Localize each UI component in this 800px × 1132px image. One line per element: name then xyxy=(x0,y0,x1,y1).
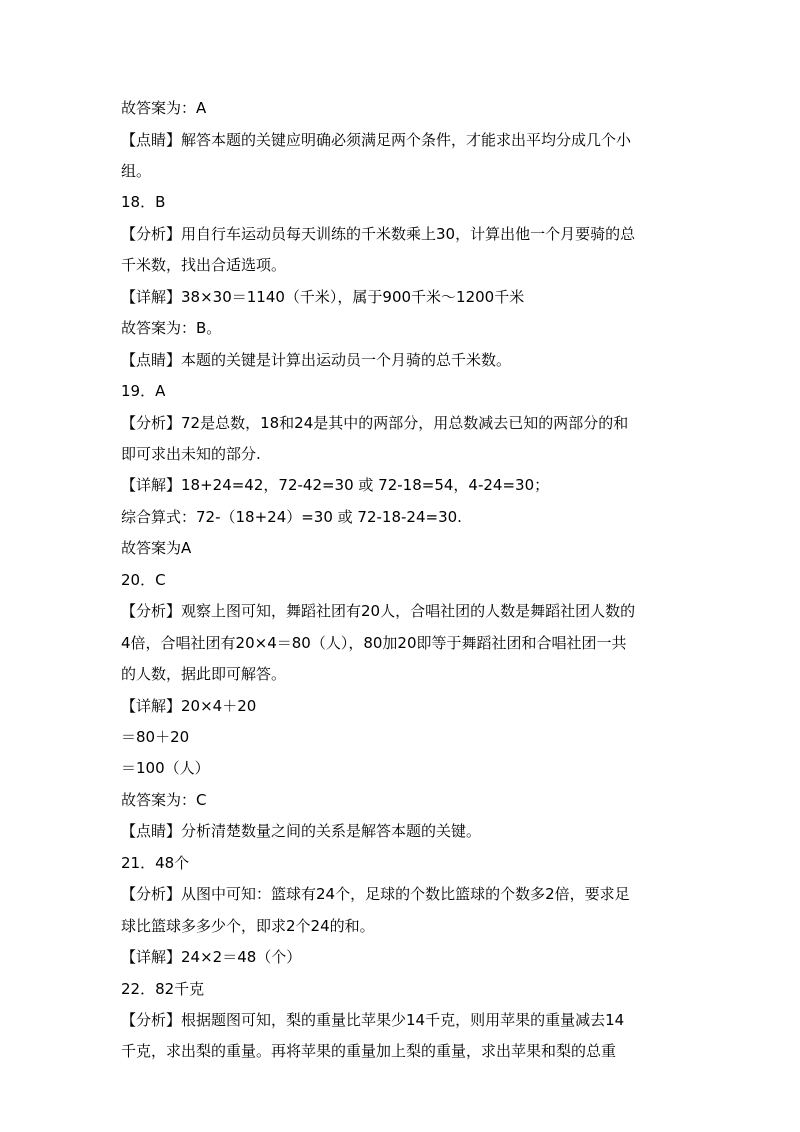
text-line: 综合算式：72-（18+24）=30 或 72-18-24=30. xyxy=(121,508,462,526)
text-line: 【详解】24×2＝48（个） xyxy=(121,948,302,966)
text-line: 【分析】根据题图可知，梨的重量比苹果少14千克，则用苹果的重量减去14 xyxy=(121,1011,625,1029)
text-line: 的人数，据此即可解答。 xyxy=(121,665,287,683)
text-line: 千克，求出梨的重量。再将苹果的重量加上梨的重量，求出苹果和梨的总重 xyxy=(121,1042,617,1060)
text-line: 【分析】观察上图可知，舞蹈社团有20人，合唱社团的人数是舞蹈社团人数的 xyxy=(121,602,636,620)
text-line: 19．A xyxy=(121,382,166,400)
text-line: 【详解】20×4＋20 xyxy=(121,697,257,715)
text-line: 4倍，合唱社团有20×4＝80（人），80加20即等于舞蹈社团和合唱社团一共 xyxy=(121,634,627,652)
text-line: 21．48个 xyxy=(121,854,190,872)
text-line: 【点睛】解答本题的关键应明确必须满足两个条件，才能求出平均分成几个小 xyxy=(121,131,632,149)
text-line: 20．C xyxy=(121,571,166,589)
text-line: 故答案为：C xyxy=(121,791,207,809)
text-line: 22．82千克 xyxy=(121,980,205,998)
text-line: 即可求出未知的部分. xyxy=(121,445,261,463)
text-line: 【分析】72是总数，18和24是其中的两部分，用总数减去已知的两部分的和 xyxy=(121,414,629,432)
text-line: 故答案为：B。 xyxy=(121,319,222,337)
text-line: 【点睛】本题的关键是计算出运动员一个月骑的总千米数。 xyxy=(121,351,512,369)
text-line: 【详解】38×30＝1140（千米），属于900千米～1200千米 xyxy=(121,288,525,306)
text-line: 【点睛】分析清楚数量之间的关系是解答本题的关键。 xyxy=(121,822,482,840)
text-line: 球比篮球多多少个，即求2个24的和。 xyxy=(121,917,375,935)
text-line: 【分析】用自行车运动员每天训练的千米数乘上30，计算出他一个月要骑的总 xyxy=(121,225,636,243)
text-line: 【详解】18+24=42，72-42=30 或 72-18=54，4-24=30； xyxy=(121,476,550,494)
text-line: 组。 xyxy=(121,162,152,180)
text-line: 千米数，找出合适选项。 xyxy=(121,256,287,274)
text-line: 18．B xyxy=(121,193,166,211)
text-line: 【分析】从图中可知：篮球有24个，足球的个数比篮球的个数多2倍，要求足 xyxy=(121,885,630,903)
text-line: ＝100（人） xyxy=(121,759,210,777)
text-line: 故答案为A xyxy=(121,539,192,557)
text-line: ＝80＋20 xyxy=(121,728,190,746)
text-line: 故答案为：A xyxy=(121,99,207,117)
